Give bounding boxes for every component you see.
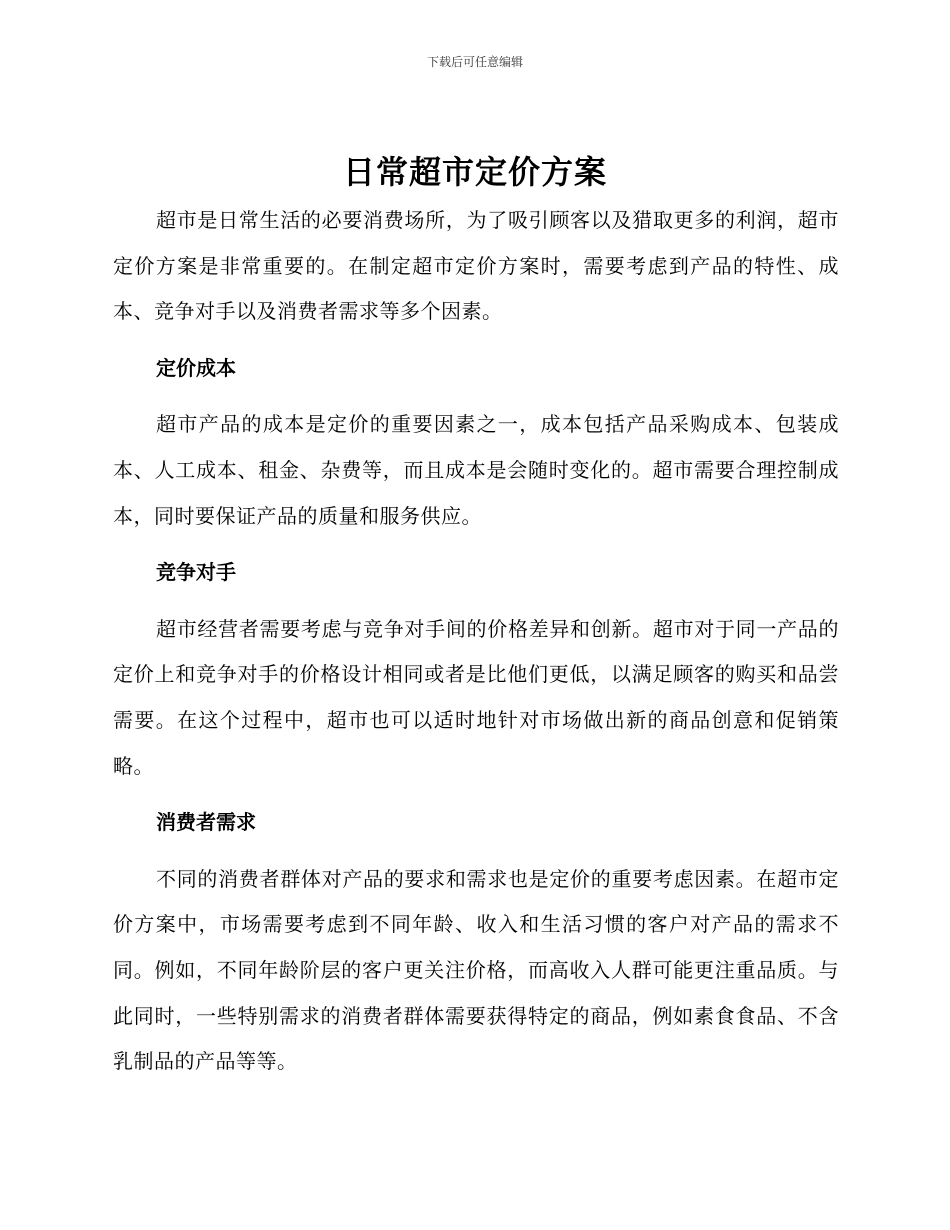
document-title: 日常超市定价方案: [342, 153, 607, 191]
section-paragraph-competitors: 超市经营者需要考虑与竞争对手间的价格差异和创新。超市对于同一产品的定价上和竞争对手的价格设计相同或者是比他们更低，以满足顾客的购买和品尝需要。在这个过程中，超市也可以适时地针对市场做出新的商品创意和促销策略。: [113, 616, 839, 778]
page-header-note: 下载后可任意编辑: [426, 55, 523, 69]
section-heading-consumer-demand: 消费者需求: [156, 810, 256, 835]
intro-paragraph: 超市是日常生活的必要消费场所，为了吸引顾客以及猎取更多的利润，超市定价方案是非常重要的。在制定超市定价方案时，需要考虑到产品的特性、成本、竞争对手以及消费者需求等多个因素。: [113, 208, 839, 324]
section-paragraph-consumer-demand: 不同的消费者群体对产品的要求和需求也是定价的重要考虑因素。在超市定价方案中，市场需要考虑到不同年龄、收入和生活习惯的客户对产品的需求不同。例如，不同年龄阶层的客户更关注价格，而高收入人群可能更注重品质。与此同时，一些特别需求的消费者群体需要获得特定的商品，例如素食食品、不含乳制品的产品等等。: [113, 866, 839, 1074]
document-body: [113, 198, 839, 1085]
section-heading-competitors: 竞争对手: [156, 560, 236, 585]
section-heading-cost: 定价成本: [156, 355, 236, 380]
section-paragraph-cost: 超市产品的成本是定价的重要因素之一，成本包括产品采购成本、包装成本、人工成本、租金、杂费等，而且成本是会随时变化的。超市需要合理控制成本，同时要保证产品的质量和服务供应。: [113, 412, 839, 528]
